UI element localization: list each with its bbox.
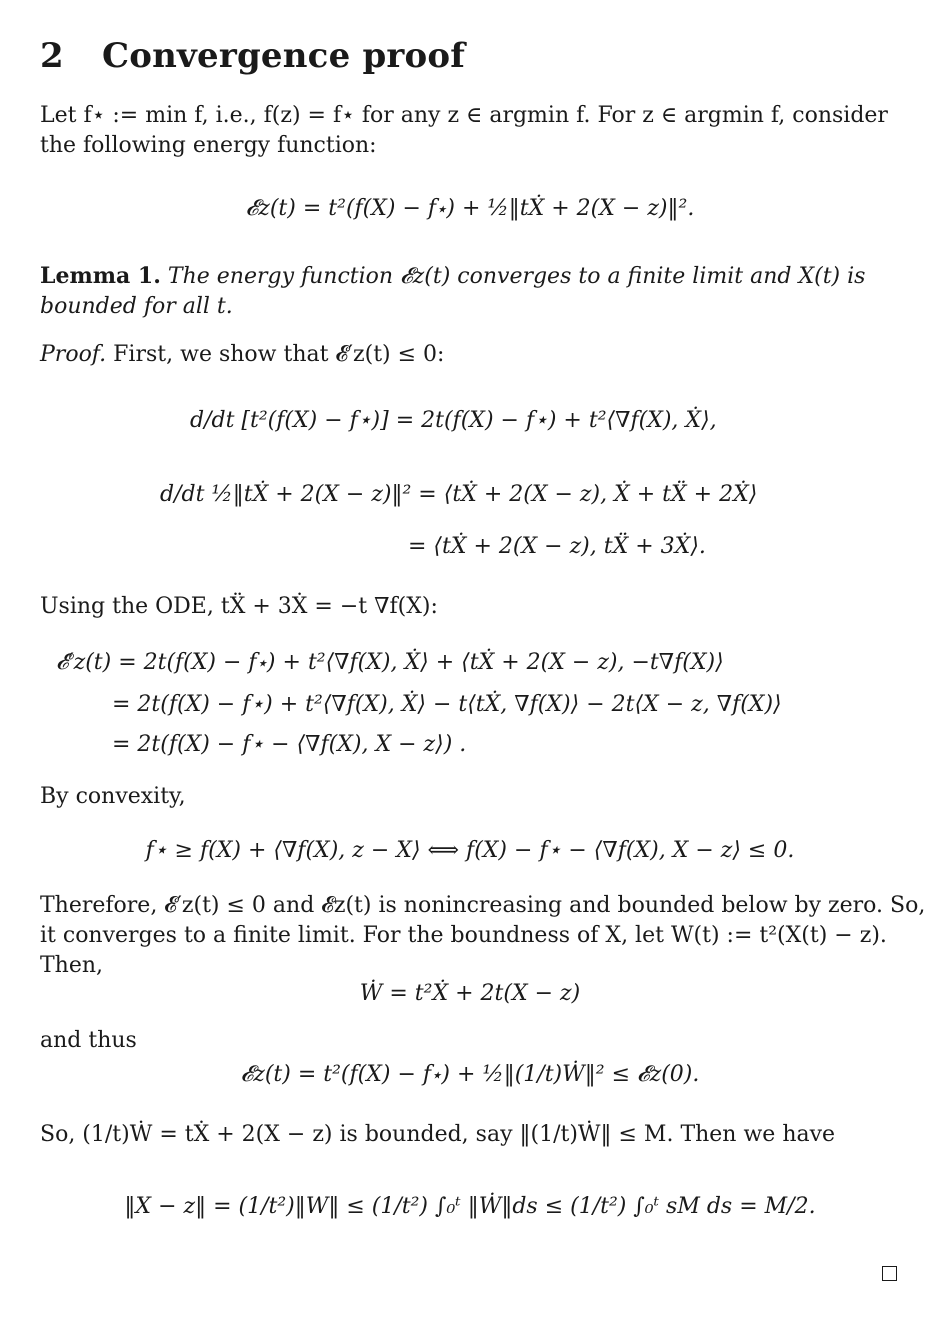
energy-derivative-line-1: 𝓔′z(t) = 2t(f(X) − f⋆) + t²⟨∇f(X), Ẋ⟩ + ⟨tẊ + 2(X − z), −t∇f(X)⟩ [56, 650, 724, 675]
section-title: Convergence proof [102, 36, 466, 76]
w-dot-equation: Ẇ = t²Ẋ + 2t(X − z) [359, 981, 581, 1006]
qed-symbol [882, 1266, 897, 1281]
lemma-paragraph [40, 261, 900, 322]
derivative-equation-3: = ⟨tẊ + 2(X − z), tẌ + 3Ẋ⟩. [408, 534, 706, 559]
ode-text: Using the ODE, tẌ + 3Ẋ = −t ∇f(X): [40, 594, 438, 619]
convexity-paragraph [40, 782, 900, 812]
therefore-line-2: it converges to a finite limit. For the boundness of X, let W(t) := t²(X(t) − z). [40, 923, 887, 948]
proof-text: First, we show that 𝓔′z(t) ≤ 0: [113, 342, 445, 367]
paper-page [40, 0, 926, 1317]
derivative-equation-1: d/dt [t²(f(X) − f⋆)] = 2t(f(X) − f⋆) + t²⟨∇f(X), Ẋ⟩, [190, 408, 717, 433]
lemma-label: Lemma 1. [40, 263, 161, 289]
section-number: 2 [40, 36, 64, 76]
and-thus-text: and thus [40, 1028, 137, 1053]
final-equation: ‖X − z‖ = (1/t²)‖W‖ ≤ (1/t²) ∫₀ᵗ ‖Ẇ‖ds ≤ (1/t²) ∫₀ᵗ sM ds = M/2. [124, 1194, 816, 1219]
therefore-line-3: Then, [40, 953, 104, 978]
lemma-text-2: bounded for all t. [40, 294, 233, 319]
section-heading [40, 36, 465, 76]
intro-paragraph [40, 101, 900, 161]
convexity-text: By convexity, [40, 784, 186, 809]
therefore-paragraph [40, 891, 926, 981]
so-paragraph [40, 1120, 900, 1150]
lemma-text-1: The energy function 𝓔z(t) converges to a finite limit and X(t) is [167, 264, 866, 289]
proof-label: Proof. [40, 342, 107, 367]
bound-equation: 𝓔z(t) = t²(f(X) − f⋆) + ½‖(1/t)Ẇ‖² ≤ 𝓔z(0). [240, 1062, 700, 1087]
intro-line-1: Let f⋆ := min f, i.e., f(z) = f⋆ for any z ∈ argmin f. For z ∈ argmin f, consider [40, 103, 888, 128]
therefore-line-1: Therefore, 𝓔′z(t) ≤ 0 and 𝓔z(t) is nonincreasing and bounded below by zero. So, [40, 893, 926, 918]
proof-paragraph [40, 340, 900, 370]
energy-derivative-line-2: = 2t(f(X) − f⋆) + t²⟨∇f(X), Ẋ⟩ − t⟨tẊ, ∇f(X)⟩ − 2t⟨X − z, ∇f(X)⟩ [112, 692, 782, 717]
intro-line-2: the following energy function: [40, 133, 377, 158]
so-text: So, (1/t)Ẇ = tẊ + 2(X − z) is bounded, say ‖(1/t)Ẇ‖ ≤ M. Then we have [40, 1122, 836, 1147]
and-thus-paragraph [40, 1026, 900, 1056]
ode-paragraph [40, 592, 900, 622]
energy-equation: 𝓔z(t) = t²(f(X) − f⋆) + ½‖tẊ + 2(X − z)‖². [245, 196, 695, 221]
derivative-equation-2: d/dt ½‖tẊ + 2(X − z)‖² = ⟨tẊ + 2(X − z), Ẋ + tẌ + 2Ẋ⟩ [160, 482, 758, 507]
energy-derivative-line-3: = 2t(f(X) − f⋆ − ⟨∇f(X), X − z⟩) . [112, 732, 467, 757]
convexity-equation: f⋆ ≥ f(X) + ⟨∇f(X), z − X⟩ ⟺ f(X) − f⋆ − ⟨∇f(X), X − z⟩ ≤ 0. [145, 838, 795, 863]
